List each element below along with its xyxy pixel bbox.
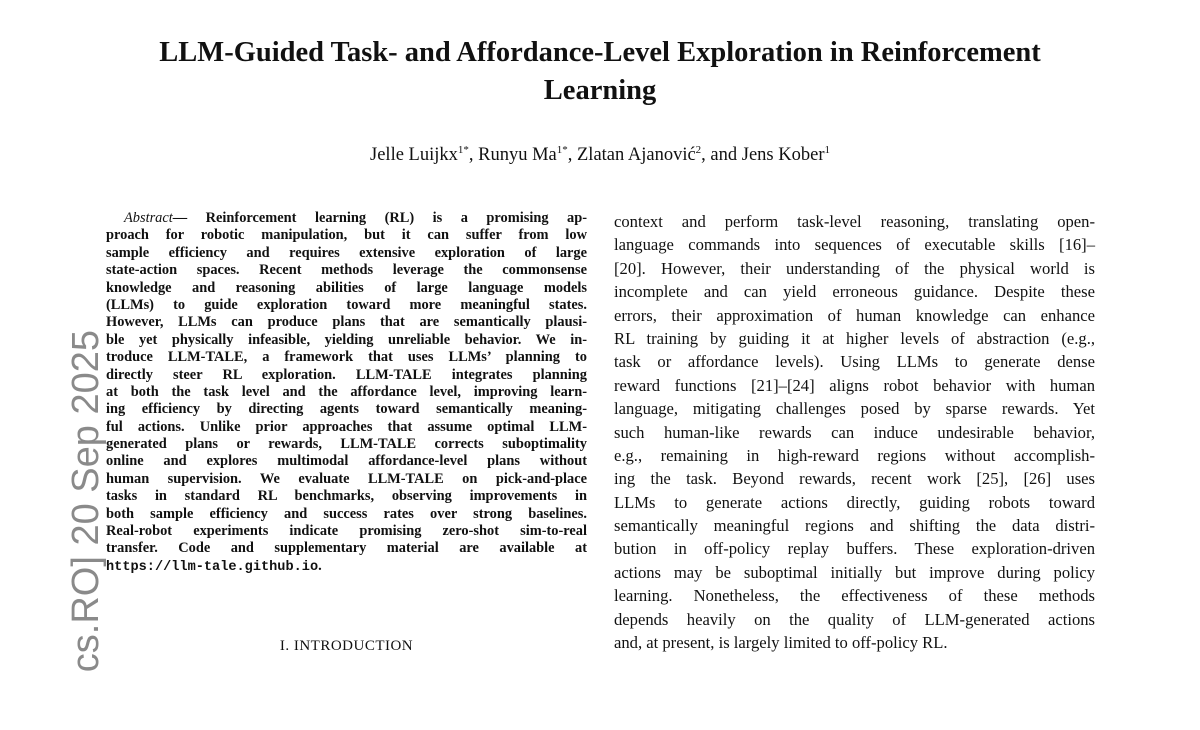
body-text-line: and, at present, is largely limited to off-policy RL. <box>614 633 948 653</box>
body-text-line: LLMs to generate actions directly, guiding robots toward <box>614 492 1095 512</box>
abstract-text: knowledge and reasoning abilities of large language models <box>106 279 587 296</box>
author-name: Jelle Luijkx <box>370 145 458 165</box>
author-list <box>90 142 1110 168</box>
author-separator: , <box>468 145 479 165</box>
author-affiliation: 1 <box>824 144 830 156</box>
abstract-label: Abstract <box>124 210 173 226</box>
arxiv-sidebar <box>16 330 107 730</box>
author-name: Runyu Ma <box>478 145 557 165</box>
abstract-line <box>106 384 587 401</box>
body-text-line: reward functions [21]–[24] aligns robot behavior with human <box>614 375 1095 395</box>
abstract-line <box>106 506 587 523</box>
abstract-text: generated plans or rewards, LLM-TALE corrects suboptimality <box>106 436 587 453</box>
abstract-text: Real-robot experiments indicate promising zero-shot sim-to-real <box>106 523 587 540</box>
body-text-line: semantically meaningful regions and shifting the data distri- <box>614 516 1095 536</box>
body-text-line: actions may be suboptimal initially but improve during policy <box>614 562 1095 582</box>
abstract-text: proach for robotic manipulation, but it can suffer from low <box>106 227 587 244</box>
author-affiliation: 2 <box>695 144 702 156</box>
abstract <box>106 210 587 575</box>
abstract-text: sample efficiency and requires extensive exploration of large <box>106 244 587 261</box>
abstract-text: state-action spaces. Recent methods leverage the commonsense <box>106 262 587 279</box>
abstract-text: both sample efficiency and success rates over strong baselines. <box>106 505 587 522</box>
abstract-line <box>106 523 587 540</box>
title-line-2: Learning <box>543 75 657 106</box>
abstract-line <box>106 367 587 384</box>
abstract-line <box>106 280 587 297</box>
body-text-line: language, mitigating challenges posed by sparse rewards. Yet <box>614 399 1095 419</box>
abstract-text: ful actions. Unlike prior approaches that assume optimal LLM- <box>106 418 587 435</box>
body-text-line: RL training by guiding it at higher levels of abstraction (e.g., <box>614 328 1095 348</box>
author-affiliation: 1* <box>457 144 469 156</box>
body-text-line: ing the task. Beyond rewards, recent work [25], [26] uses <box>614 469 1095 489</box>
author-separator: , and <box>701 145 742 165</box>
body-text-line: task or affordance levels). Using LLMs to generate dense <box>614 352 1095 372</box>
abstract-text: transfer. Code and supplementary material are available at <box>106 540 587 557</box>
author-separator: , <box>567 145 577 165</box>
abstract-line <box>106 471 587 488</box>
abstract-line <box>106 453 587 470</box>
abstract-line <box>106 227 587 244</box>
body-text-line: depends heavily on the quality of LLM-generated actions <box>614 609 1095 629</box>
abstract-line <box>106 210 587 227</box>
abstract-line <box>106 401 587 418</box>
intro-right-column <box>614 210 1095 654</box>
abstract-text: — Reinforcement learning (RL) is a promising ap- <box>172 210 587 226</box>
abstract-line <box>106 436 587 453</box>
abstract-line <box>106 262 587 279</box>
title-line-1: LLM-Guided Task- and Affordance-Level Exploration in Reinforcement <box>159 37 1041 68</box>
body-text-line: errors, their approximation of human knowledge can enhance <box>614 305 1095 325</box>
abstract-text: troduce LLM-TALE, a framework that uses LLMs’ planning to <box>106 349 587 366</box>
abstract-text: However, LLMs can produce plans that are semantically plausi- <box>106 314 587 331</box>
abstract-text: (LLMs) to guide exploration toward more meaningful states. <box>106 296 587 313</box>
body-text-line: context and perform task-level reasoning, translating open- <box>614 212 1095 231</box>
abstract-line <box>106 332 587 349</box>
abstract-line <box>106 245 587 262</box>
abstract-text: online and explores multimodal affordance-level plans without <box>106 453 587 470</box>
abstract-text: directly steer RL exploration. LLM-TALE integrates planning <box>106 366 587 383</box>
abstract-text: human supervision. We evaluate LLM-TALE on pick-and-place <box>106 470 587 487</box>
body-text-line: such human-like rewards can induce undesirable behavior, <box>614 422 1095 442</box>
abstract-line <box>106 488 587 505</box>
body-text-line: learning. Nonetheless, the effectiveness of these methods <box>614 586 1095 606</box>
author-affiliation: 1* <box>556 144 568 156</box>
author-name: Jens Kober <box>741 145 825 165</box>
paper-title <box>90 34 1110 110</box>
abstract-text: ing efficiency by directing agents toward semantically meaning- <box>106 401 587 418</box>
body-text-line: incomplete and can yield erroneous guidance. Despite these <box>614 282 1095 302</box>
abstract-line <box>106 314 587 331</box>
author-name: Zlatan Ajanović <box>577 145 696 165</box>
abstract-line <box>106 297 587 314</box>
body-text-line: bution in off-policy replay buffers. These exploration-driven <box>614 539 1095 559</box>
abstract-line <box>106 349 587 366</box>
abstract-line <box>106 558 587 575</box>
abstract-line <box>106 419 587 436</box>
abstract-line <box>106 540 587 557</box>
body-text-line: e.g., remaining in high-reward regions without accomplish- <box>614 445 1095 465</box>
abstract-text: at both the task level and the affordance level, improving learn- <box>106 383 587 400</box>
section-heading: I. INTRODUCTION <box>279 638 414 654</box>
abstract-end-period: . <box>318 557 322 574</box>
arxiv-identifier: cs.RO] 20 Sep 2025 <box>65 330 107 673</box>
body-text-line: language commands into sequences of executable skills [16]– <box>614 235 1095 255</box>
project-url-link[interactable]: https://llm-tale.github.io <box>106 559 319 575</box>
abstract-text: ble yet physically infeasible, yielding unreliable behavior. We in- <box>106 331 587 348</box>
body-text-line: [20]. However, their understanding of the physical world is <box>614 258 1095 278</box>
abstract-text: tasks in standard RL benchmarks, observing improvements in <box>106 488 587 505</box>
